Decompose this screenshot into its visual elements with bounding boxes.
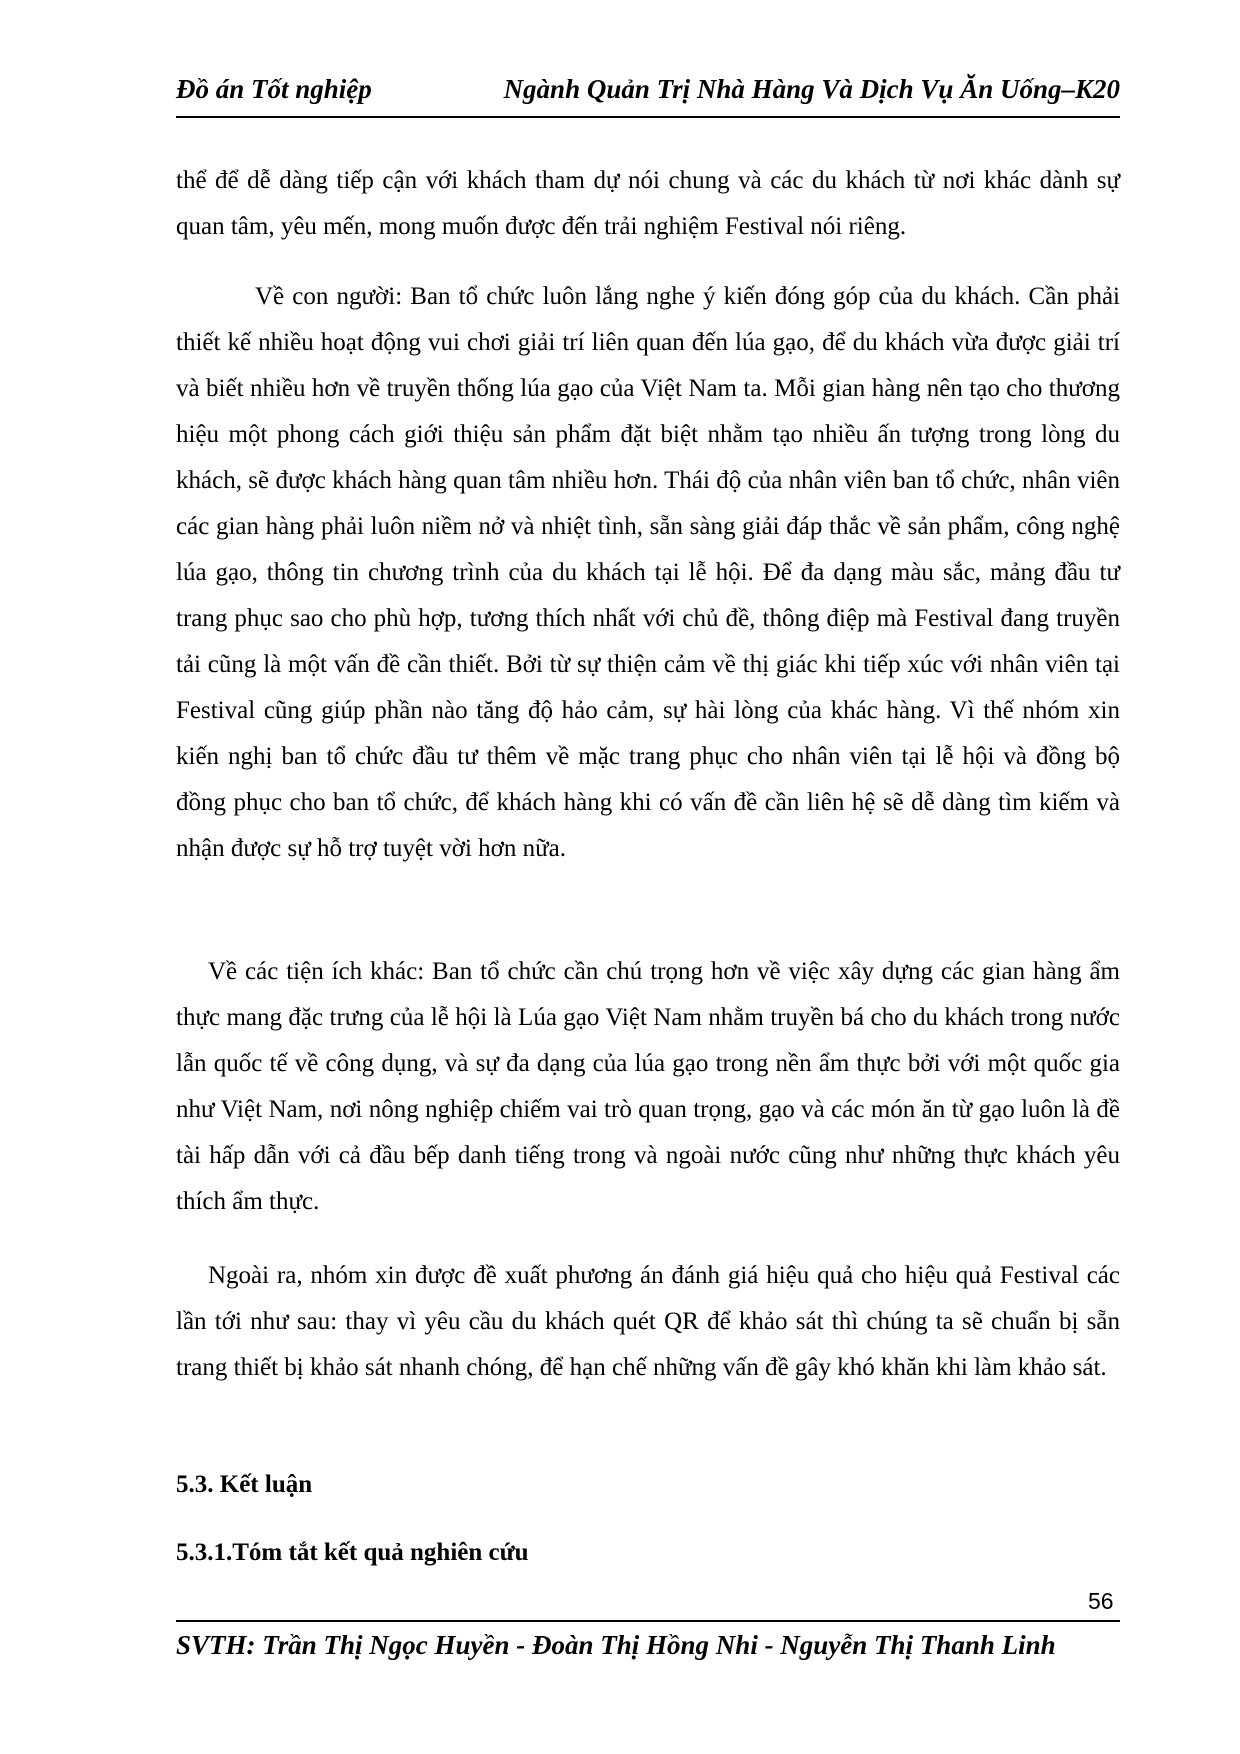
page-number: 56 (1088, 1588, 1114, 1614)
subsection-heading: 5.3.1.Tóm tắt kết quả nghiên cứu (176, 1539, 529, 1566)
paragraph-amenities: Về các tiện ích khác: Ban tổ chức cần chú trọng hơn về việc xây dựng các gian hàng ẩm thực mang đặc trưng của lễ hội là Lúa gạo Việt Nam nhằm truyền bá cho du khách trong nước lẫn quốc tế về công dụng, và sự đa dạng của lúa gạo trong nền ẩm thực bởi với một quốc gia như Việt Nam, nơi nông nghiệp chiếm vai trò quan trọng, gạo và các món ăn từ gạo luôn là đề tài hấp dẫn với cả đầu bếp danh tiếng trong và ngoài nước cũng như những thực khách yêu thích ẩm thực. (176, 958, 1120, 1215)
paragraph-continuation: thể để dễ dàng tiếp cận với khách tham dự nói chung và các du khách từ nơi khác dành sự quan tâm, yêu mến, mong muốn được đến trải nghiệm Festival nói riêng. (176, 167, 1120, 240)
header-program-label: Ngành Quản Trị Nhà Hàng Và Dịch Vụ Ăn Uống–K20 (503, 74, 1120, 104)
page-header (176, 70, 1120, 118)
page-footer (176, 1620, 1120, 1674)
footer-authors: SVTH: Trần Thị Ngọc Huyền - Đoàn Thị Hồng Nhi - Nguyễn Thị Thanh Linh (176, 1630, 1056, 1660)
section-heading: 5.3. Kết luận (176, 1471, 313, 1498)
paragraph-evaluation: Ngoài ra, nhóm xin được đề xuất phương án đánh giá hiệu quả cho hiệu quả Festival các lần tới như sau: thay vì yêu cầu du khách quét QR để khảo sát thì chúng ta sẽ chuẩn bị sẵn trang thiết bị khảo sát nhanh chóng, để hạn chế những vấn đề gây khó khăn khi làm khảo sát. (176, 1262, 1120, 1381)
header-thesis-label: Đồ án Tốt nghiệp (176, 74, 372, 104)
paragraph-people: Về con người: Ban tổ chức luôn lắng nghe ý kiến đóng góp của du khách. Cần phải thiết kế nhiều hoạt động vui chơi giải trí liên quan đến lúa gạo, để du khách vừa được giải trí và biết nhiều hơn về truyền thống lúa gạo của Việt Nam ta. Mỗi gian hàng nên tạo cho thương hiệu một phong cách giới thiệu sản phẩm đặt biệt nhằm tạo nhiều ấn tượng trong lòng du khách, sẽ được khách hàng quan tâm nhiều hơn. Thái độ của nhân viên ban tổ chức, nhân viên các gian hàng phải luôn niềm nở và nhiệt tình, sẵn sàng giải đáp thắc về sản phẩm, công nghệ lúa gạo, thông tin chương trình của du khách tại lễ hội. Để đa dạng màu sắc, mảng đầu tư trang phục sao cho phù hợp, tương thích nhất với chủ đề, thông điệp mà Festival đang truyền tải cũng là một vấn đề cần thiết. Bởi từ sự thiện cảm về thị giác khi tiếp xúc với nhân viên tại Festival cũng giúp phần nào tăng độ hảo cảm, sự hài lòng của khác hàng. Vì thế nhóm xin kiến nghị ban tổ chức đầu tư thêm về mặc trang phục cho nhân viên tại lễ hội và đồng bộ đồng phục cho ban tổ chức, để khách hàng khi có vấn đề cần liên hệ sẽ dễ dàng tìm kiếm và nhận được sự hỗ trợ tuyệt vời hơn nữa. (176, 283, 1120, 862)
